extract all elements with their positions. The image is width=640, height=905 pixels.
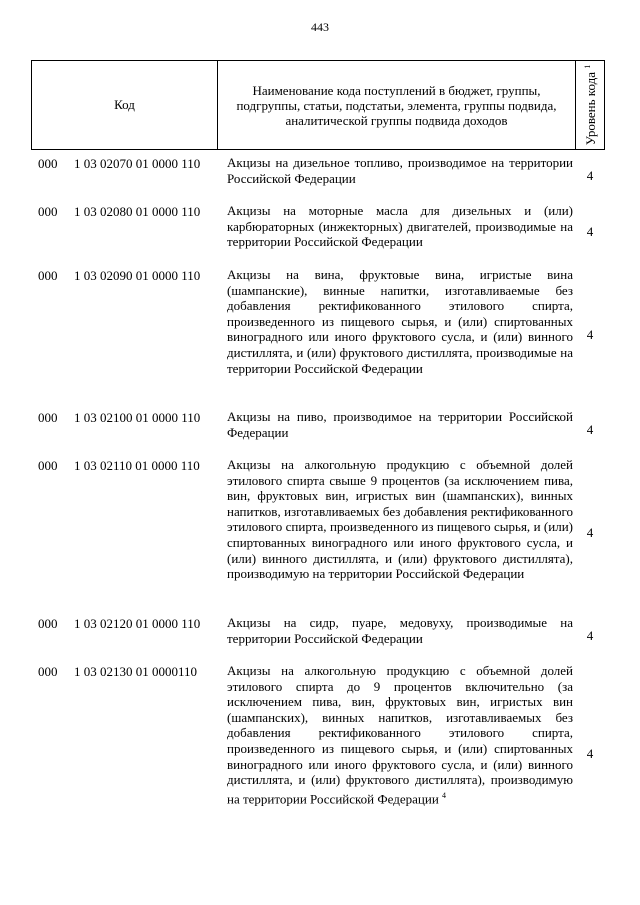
row-budget-code: 1 03 02100 01 0000 110 (74, 410, 201, 425)
row-level: 4 (586, 168, 594, 183)
row-admin-code: 000 (38, 268, 58, 283)
row-admin-code: 000 (38, 410, 58, 425)
row-budget-code: 1 03 02130 01 0000110 (74, 664, 198, 679)
row-name: Акцизы на алкогольную продукцию с объемной долей этилового спирта свыше 9 процентов (за исключением пива, вин, фруктовых вин, игристых вин (шампанских), винных напитков, изготавливаемых без добавления ректификованного этилового спирта, произведенного из пищевого сырья, и (или) спиртованных виноградного или иного фруктового сусла, и (или) винного дистиллята, и (или) фруктового дистиллята), производимую на территории Российской Федерации (227, 457, 573, 582)
header-level-footnote: 1 (582, 64, 592, 69)
row-name: Акцизы на дизельное топливо, производимое на территории Российской Федерации (227, 155, 573, 186)
row-budget-code: 1 03 02110 01 0000 110 (74, 458, 200, 473)
row-level: 4 (586, 746, 594, 761)
table-row (31, 612, 605, 660)
header-level-text: Уровень кода $^1$ (582, 64, 598, 146)
header-name: Наименование кода поступлений в бюджет, группы, подгруппы, статьи, подстатьи, элемента, группы подвида, аналитической группы подвида доходов (236, 82, 557, 128)
row-level: 4 (586, 422, 594, 437)
row-level: 4 (586, 525, 594, 540)
table-body (31, 152, 605, 848)
row-admin-code: 000 (38, 156, 58, 171)
row-admin-code: 000 (38, 458, 58, 473)
row-budget-code: 1 03 02120 01 0000 110 (74, 616, 201, 631)
row-admin-code: 000 (38, 204, 58, 219)
row-name: Акцизы на вина, фруктовые вина, игристые вина (шампанские), винные напитки, изготавливаемые без добавления ректификованного этилового спирта, произведенного из пищевого сырья, и (или) спиртованных виноградного или иного фруктового сусла, и (или) винного дистиллята, и (или) фруктового дистиллята, производимые на территории Российской Федерации (227, 267, 573, 376)
row-admin-code: 000 (38, 616, 58, 631)
table-row (31, 200, 605, 264)
row-level: 4 (586, 628, 594, 643)
row-name: Акцизы на алкогольную продукцию с объемной долей этилового спирта до 9 процентов включительно (за исключением пива, вин, фруктовых вин, игристых вин (шампанских), винных напитков, изготавливаемых без добавления ректификованного этилового спирта, произведенного из пищевого сырья, и (или) спиртованных виноградного или иного фруктового сусла, и (или) винного дистиллята, и (или) фруктового дистиллята), производимую на территории Российской Федерации $^4$ (227, 663, 573, 807)
table-row (31, 406, 605, 454)
row-level: 4 (586, 224, 594, 239)
table-row (31, 264, 605, 406)
table-header (31, 60, 605, 150)
header-level (576, 61, 605, 149)
row-budget-code: 1 03 02070 01 0000 110 (74, 156, 201, 171)
row-admin-code: 000 (38, 664, 58, 679)
header-code: Код (114, 97, 135, 112)
table-row (31, 152, 605, 200)
row-name: Акцизы на пиво, производимое на территории Российской Федерации (227, 409, 573, 440)
row-budget-code: 1 03 02090 01 0000 110 (74, 268, 201, 283)
row-level: 4 (586, 327, 594, 342)
row-name: Акцизы на сидр, пуаре, медовуху, производимые на территории Российской Федерации (227, 615, 573, 646)
row-footnote: 4 (442, 790, 447, 800)
row-budget-code: 1 03 02080 01 0000 110 (74, 204, 201, 219)
row-name: Акцизы на моторные масла для дизельных и (или) карбюраторных (инжекторных) двигателей, производимые на территории Российской Федерации (227, 203, 573, 250)
table-row (31, 660, 605, 848)
page-number: 443 (311, 20, 329, 34)
table-row (31, 454, 605, 612)
